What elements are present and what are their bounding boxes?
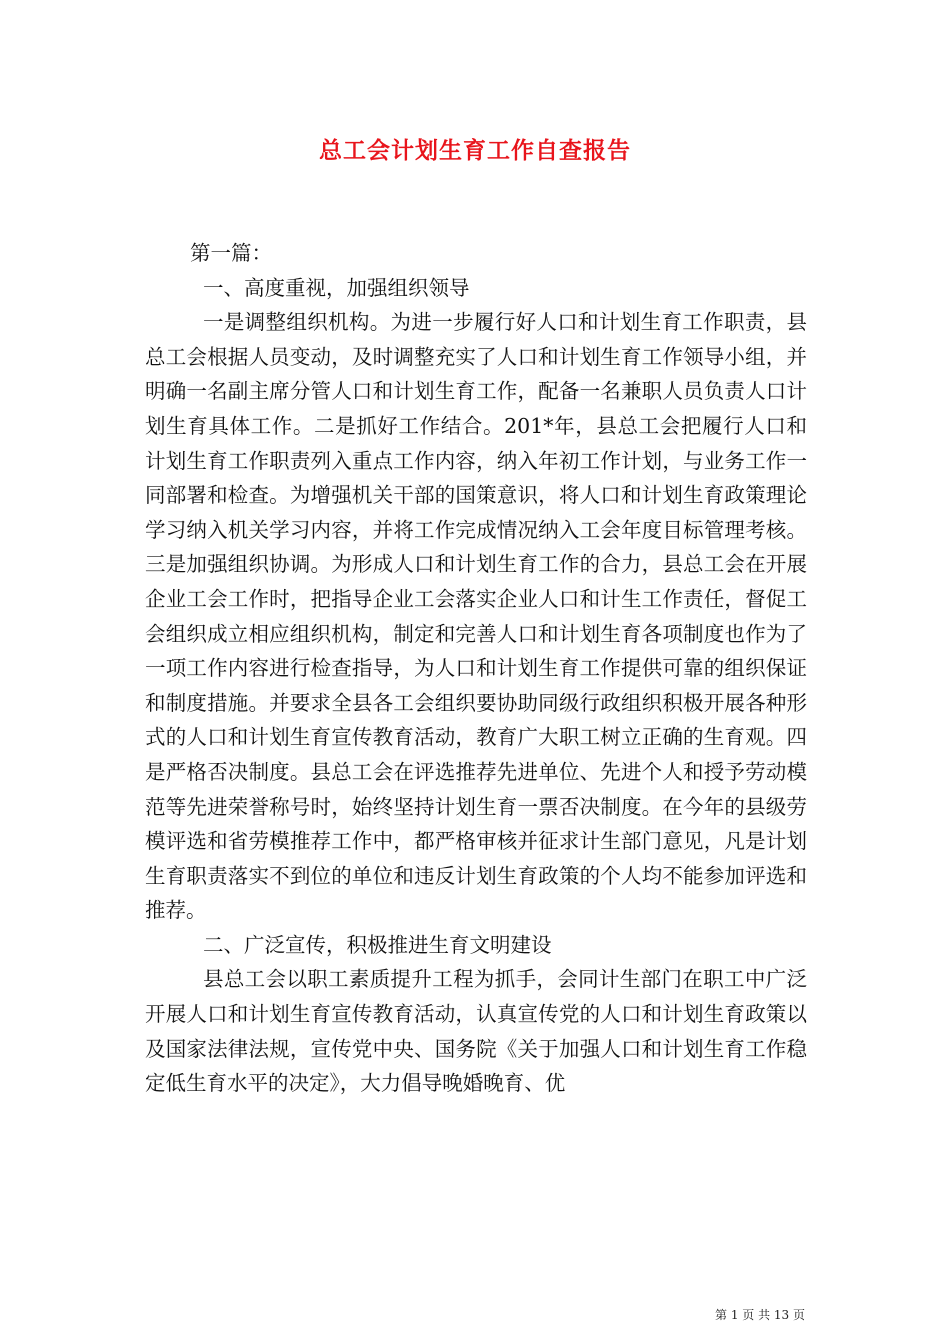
paragraph-part-heading: 第一篇：	[190, 241, 272, 265]
paragraph-body-2: 县总工会以职工素质提升工程为抓手，会同计生部门在职工中广泛开展人口和计划生育宣传教育活动，认真宣传党的人口和计划生育政策以及国家法律法规，宣传党中央、国务院《关于加强人口和计划生育工作稳定低生育水平的决定》，大力倡导晚婚晚育、优	[145, 967, 807, 1096]
paragraph-section-heading-2: 二、广泛宣传，积极推进生育文明建设	[203, 932, 552, 957]
page-title: 总工会计划生育工作自查报告	[319, 137, 631, 164]
page-number: 第 1 页 共 13 页	[715, 1308, 805, 1322]
document-body	[145, 236, 807, 1101]
paragraph-section-heading-1: 一、高度重视，加强组织领导	[203, 275, 470, 300]
paragraph-body-1: 一是调整组织机构。为进一步履行好人口和计划生育工作职责，县总工会根据人员变动，及时调整充实了人口和计划生育工作领导小组，并明确一名副主席分管人口和计划生育工作，配备一名兼职人员负责人口计划生育具体工作。二是抓好工作结合。201*年，县总工会把履行人口和计划生育工作职责列入重点工作内容，纳入年初工作计划，与业务工作一同部署和检查。为增强机关干部的国策意识，将人口和计划生育政策理论学习纳入机关学习内容，并将工作完成情况纳入工会年度目标管理考核。三是加强组织协调。为形成人口和计划生育工作的合力，县总工会在开展企业工会工作时，把指导企业工会落实企业人口和计生工作责任，督促工会组织成立相应组织机构，制定和完善人口和计划生育各项制度也作为了一项工作内容进行检查指导，为人口和计划生育工作提供可靠的组织保证和制度措施。并要求全县各工会组织要协助同级行政组织积极开展各种形式的人口和计划生育宣传教育活动，教育广大职工树立正确的生育观。四是严格否决制度。县总工会在评选推荐先进单位、先进个人和授予劳动模范等先进荣誉称号时，始终坚持计划生育一票否决制度。在今年的县级劳模评选和省劳模推荐工作中，都严格审核并征求计生部门意见，凡是计划生育职责落实不到位的单位和违反计划生育政策的个人均不能参加评选和推荐。	[145, 310, 807, 923]
